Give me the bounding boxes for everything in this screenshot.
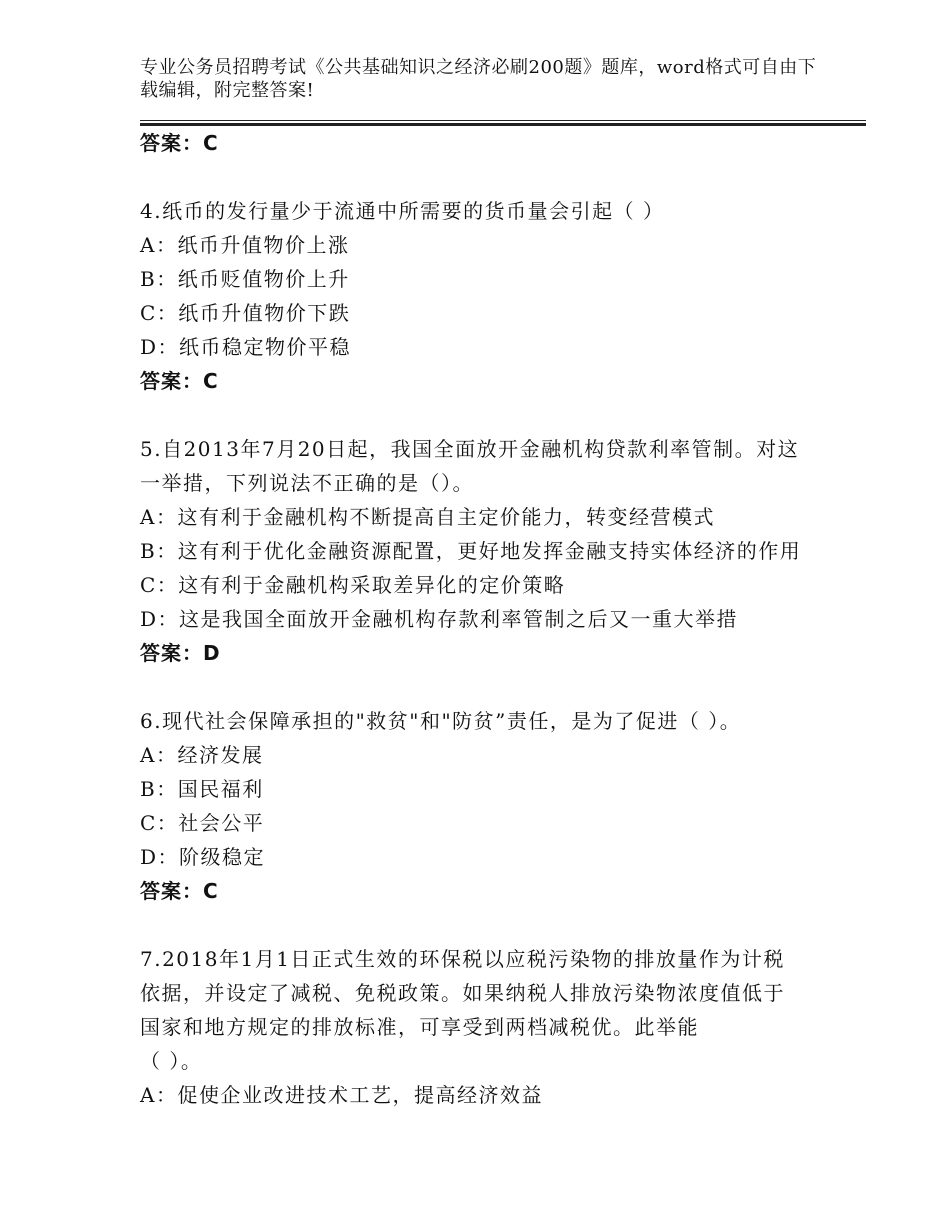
document-body	[140, 126, 866, 1112]
question-stem: 依据，并设定了减税、免税政策。如果纳税人排放污染物浓度值低于	[140, 981, 785, 1005]
option-c: C：这有利于金融机构采取差异化的定价策略	[140, 573, 566, 597]
page-header: 专业公务员招聘考试《公共基础知识之经济必刷200题》题库，word格式可自由下载编辑，附完整答案!	[140, 57, 817, 101]
answer-line: 答案：C	[140, 131, 219, 155]
question-stem: （ ）。	[140, 1049, 203, 1073]
question-stem: 7.2018年1月1日正式生效的环保税以应税污染物的排放量作为计税	[140, 947, 785, 971]
option-c: C：纸币升值物价下跌	[140, 301, 351, 325]
question-6	[140, 704, 866, 908]
question-7	[140, 942, 866, 1112]
option-a: A：经济发展	[140, 743, 264, 767]
option-b: B：这有利于优化金融资源配置，更好地发挥金融支持实体经济的作用	[140, 539, 802, 563]
option-a: A：促使企业改进技术工艺，提高经济效益	[140, 1083, 543, 1107]
question-stem: 4.纸币的发行量少于流通中所需要的货币量会引起（ ）	[140, 199, 665, 223]
answer-line: 答案：D	[140, 641, 221, 665]
question-stem: 国家和地方规定的排放标准，可享受到两档减税优。此举能	[140, 1015, 699, 1039]
option-b: B：国民福利	[140, 777, 264, 801]
option-a: A：这有利于金融机构不断提高自主定价能力，转变经营模式	[140, 505, 715, 529]
option-d: D：阶级稳定	[140, 845, 266, 869]
option-c: C：社会公平	[140, 811, 265, 835]
option-d: D：纸币稳定物价平稳	[140, 335, 352, 359]
answer-line: 答案：C	[140, 369, 219, 393]
option-a: A：纸币升值物价上涨	[140, 233, 350, 257]
question-5	[140, 432, 866, 670]
question-stem: 一举措，下列说法不正确的是（）。	[140, 471, 474, 495]
option-b: B：纸币贬值物价上升	[140, 267, 350, 291]
question-stem: 6.现代社会保障承担的"救贫"和"防贫”责任，是为了促进（ ）。	[140, 709, 742, 733]
option-d: D：这是我国全面放开金融机构存款利率管制之后又一重大举措	[140, 607, 739, 631]
header-rule-thin	[140, 120, 866, 121]
question-stem: 5.自2013年7月20日起，我国全面放开金融机构贷款利率管制。对这	[140, 437, 800, 461]
question-4	[140, 194, 866, 398]
answer-line: 答案：C	[140, 879, 219, 903]
